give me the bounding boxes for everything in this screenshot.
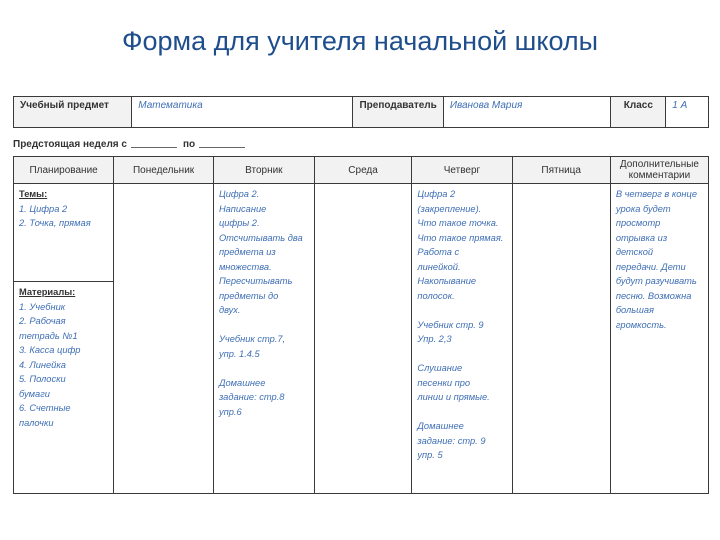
- week-end-blank: [199, 146, 245, 148]
- text-line: задание: стр. 9: [417, 435, 486, 446]
- text-line: тетрадь №1: [19, 330, 78, 341]
- text-line: 1. Цифра 2: [19, 203, 68, 214]
- tuesday-cell: [213, 184, 314, 494]
- text-line: урока будет: [615, 203, 671, 214]
- text-line: Слушание: [417, 363, 463, 373]
- text-line: детской: [615, 247, 654, 257]
- col-comments: Дополнительные комментарии: [610, 157, 708, 184]
- text-line: Накопывание: [417, 276, 477, 286]
- class-label: Класс: [611, 97, 666, 128]
- form-header-table: [13, 96, 709, 128]
- lesson-plan-form: [13, 96, 709, 494]
- text-line: 5. Полоски: [19, 374, 66, 384]
- text-line: предметы до: [218, 290, 279, 301]
- text-line: Цифра 2: [417, 189, 456, 199]
- line-gap: [417, 347, 506, 362]
- text-line: упр.6: [218, 406, 242, 417]
- topics-label: Темы:: [19, 189, 48, 199]
- text-line: передачи. Дети: [615, 261, 686, 272]
- topics-list: [19, 202, 108, 231]
- col-planning: Планирование: [14, 157, 114, 184]
- teacher-value: Иванова Мария: [443, 97, 611, 128]
- subject-label: Учебный предмет: [14, 97, 132, 128]
- text-line: отрывка из: [615, 232, 668, 243]
- text-line: громкость.: [615, 319, 667, 330]
- text-line: задание: стр.8: [218, 392, 285, 402]
- line-gap: [219, 361, 309, 376]
- week-label: Предстоящая неделя с: [13, 139, 127, 150]
- class-value: 1 А: [666, 97, 709, 128]
- line-gap: [219, 318, 309, 333]
- text-line: 2. Рабочая: [19, 316, 66, 326]
- text-line: Работа с: [417, 247, 460, 257]
- monday-cell: [114, 184, 214, 494]
- materials-block: [14, 282, 113, 433]
- text-line: двух.: [218, 305, 241, 315]
- text-line: песню. Возможна: [615, 290, 692, 301]
- text-line: полосок.: [417, 290, 455, 301]
- text-line: Упр. 2,3: [417, 334, 452, 344]
- text-line: упр. 1.4.5: [218, 348, 260, 359]
- materials-list: [19, 300, 108, 431]
- text-line: песенки про: [417, 377, 471, 388]
- text-line: Пересчитывать: [218, 276, 293, 286]
- text-line: палочки: [19, 417, 54, 428]
- topics-block: [14, 184, 113, 282]
- text-line: бумаги: [19, 388, 50, 399]
- text-line: предмета из: [218, 247, 276, 257]
- text-line: цифры 2.: [218, 218, 260, 228]
- wednesday-cell: [314, 184, 412, 494]
- text-line: упр. 5: [417, 450, 443, 460]
- col-thursday: Четверг: [412, 157, 512, 184]
- col-monday: Понедельник: [114, 157, 214, 184]
- text-line: будут разучивать: [615, 276, 697, 286]
- text-line: (закрепление).: [417, 203, 482, 214]
- text-line: Цифра 2.: [218, 189, 260, 199]
- planning-cell: [14, 184, 114, 494]
- week-row: [13, 128, 709, 154]
- text-line: 1. Учебник: [19, 301, 66, 312]
- text-line: линии и прямые.: [417, 392, 490, 402]
- text-line: Отсчитывать два: [218, 232, 303, 243]
- teacher-label: Преподаватель: [353, 97, 443, 128]
- col-wednesday: Среда: [314, 157, 412, 184]
- text-line: Учебник стр. 9: [417, 319, 484, 330]
- slide-title: Форма для учителя начальной школы: [121, 26, 599, 56]
- weekday-header-row: [14, 157, 709, 184]
- materials-label: Материалы:: [19, 287, 76, 297]
- text-line: Учебник стр.7,: [218, 334, 286, 344]
- text-line: линейкой.: [417, 261, 461, 272]
- subject-value: Математика: [132, 97, 353, 128]
- text-line: Написание: [218, 203, 267, 214]
- thursday-cell: [412, 184, 512, 494]
- text-line: Домашнее: [218, 377, 266, 388]
- text-line: 3. Касса цифр: [19, 345, 81, 355]
- col-tuesday: Вторник: [213, 157, 314, 184]
- weekly-plan-table: [13, 156, 709, 494]
- col-friday: Пятница: [512, 157, 610, 184]
- text-line: просмотр: [615, 218, 661, 228]
- text-line: Домашнее: [417, 421, 464, 431]
- text-line: 4. Линейка: [19, 359, 66, 370]
- comments-cell: [610, 184, 708, 494]
- line-gap: [417, 303, 506, 318]
- text-line: Что такое точка.: [417, 218, 499, 228]
- plan-body-row: [14, 184, 709, 494]
- line-gap: [417, 405, 506, 420]
- text-line: 6. Счетные: [19, 403, 71, 413]
- text-line: В четверг в конце: [615, 189, 697, 199]
- week-start-blank: [131, 146, 177, 148]
- friday-cell: [512, 184, 610, 494]
- text-line: множества.: [218, 261, 272, 272]
- week-to-label: по: [182, 139, 196, 150]
- text-line: 2. Точка, прямая: [19, 218, 91, 228]
- text-line: большая: [615, 305, 655, 315]
- text-line: Что такое прямая.: [417, 232, 504, 243]
